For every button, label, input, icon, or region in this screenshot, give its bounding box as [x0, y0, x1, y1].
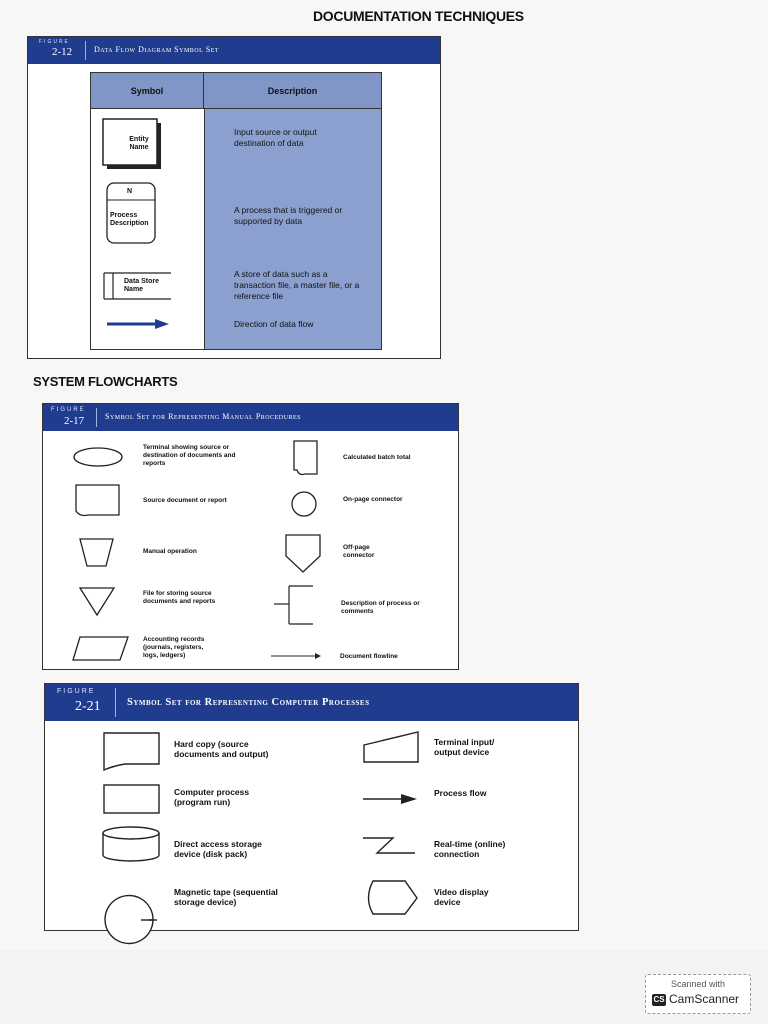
document-symbol [75, 484, 121, 518]
off-page-connector-label: Off-page connector [343, 544, 375, 559]
figure-number: 2-17 [64, 415, 85, 427]
terminal-io-label: Terminal input/ output device [434, 737, 495, 757]
process-symbol-id: N [127, 188, 133, 195]
dfd-symbol-table [90, 72, 382, 350]
batch-total-label: Calculated batch total [343, 454, 411, 461]
data-flow-arrow-icon [107, 318, 171, 330]
entity-symbol-label: Entity Name [129, 136, 149, 151]
description-data-store: A store of data such as a transaction file, a master file, or a reference file [234, 269, 360, 301]
computer-process-symbol [103, 784, 161, 816]
terminal-symbol [73, 446, 125, 468]
manual-operation-label: Manual operation [143, 548, 197, 555]
direct-access-storage-symbol [102, 826, 162, 864]
on-page-connector-symbol [291, 491, 319, 519]
magnetic-tape-symbol [105, 873, 159, 925]
figure-caption: Data Flow Diagram Symbol Set [94, 45, 220, 54]
document-flowline-label: Document flowline [340, 653, 398, 660]
col-header-symbol: Symbol [91, 73, 204, 109]
magnetic-tape-label: Magnetic tape (sequential storage device) [174, 887, 278, 907]
data-store-symbol-label: Data Store Name [124, 278, 160, 293]
figure-divider [85, 41, 86, 60]
description-entity: Input source or output destination of data [234, 127, 317, 148]
video-display-symbol [363, 880, 421, 918]
on-page-connector-label: On-page connector [343, 496, 403, 503]
figure-label: FIGURE [39, 39, 70, 45]
figure-caption: Symbol Set for Representing Manual Procedures [105, 412, 301, 421]
process-symbol-label: Process Description [110, 212, 149, 227]
scanned-with-text: Scanned with [670, 979, 726, 989]
process-flow-arrow-icon [363, 793, 421, 805]
off-page-connector-symbol [285, 534, 323, 574]
real-time-connection-symbol [363, 836, 419, 856]
hard-copy-label: Hard copy (source documents and output) [174, 739, 269, 759]
file-label: File for storing source documents and reports [143, 590, 216, 605]
hard-copy-symbol [103, 732, 161, 772]
camscanner-logo-icon: CS [653, 995, 665, 1004]
comment-annotation-label: Description of process or comments [341, 600, 420, 615]
figure-divider [115, 688, 116, 717]
figure-header [45, 684, 578, 721]
document-label: Source document or report [143, 497, 227, 504]
direct-access-storage-label: Direct access storage device (disk pack) [174, 839, 262, 859]
accounting-records-symbol [72, 636, 130, 662]
camscanner-app-name: CamScanner [669, 992, 740, 1006]
comment-annotation-symbol [273, 584, 319, 628]
process-flow-label: Process flow [434, 788, 487, 798]
figure-2-17 [42, 403, 459, 670]
terminal-io-symbol [363, 731, 421, 765]
camscanner-watermark [645, 974, 751, 1014]
figure-caption: Symbol Set for Representing Computer Processes [127, 697, 370, 708]
figure-2-12 [27, 36, 441, 359]
page-title: DOCUMENTATION TECHNIQUES [313, 8, 524, 24]
manual-operation-symbol [79, 538, 115, 568]
figure-divider [96, 408, 97, 427]
figure-number: 2-12 [52, 46, 73, 58]
figure-2-21 [44, 683, 579, 931]
document-flowline-arrow-icon [271, 652, 323, 660]
figure-label: FIGURE [57, 688, 96, 695]
section-title: SYSTEM FLOWCHARTS [33, 374, 178, 389]
video-display-label: Video display device [434, 887, 489, 907]
file-symbol [79, 587, 117, 617]
computer-process-label: Computer process (program run) [174, 787, 250, 807]
batch-total-symbol [293, 440, 323, 478]
accounting-records-label: Accounting records (journals, registers, logs, ledgers) [143, 636, 205, 659]
figure-number: 2-21 [75, 699, 101, 714]
figure-label: FIGURE [51, 407, 86, 413]
real-time-connection-label: Real-time (online) connection [434, 839, 506, 859]
description-process: A process that is triggered or supported by data [234, 205, 343, 226]
figure-header [43, 404, 458, 431]
description-data-flow: Direction of data flow [234, 319, 314, 329]
figure-header [28, 37, 440, 64]
col-header-description: Description [204, 73, 381, 109]
terminal-label: Terminal showing source or destination of documents and reports [143, 444, 236, 467]
